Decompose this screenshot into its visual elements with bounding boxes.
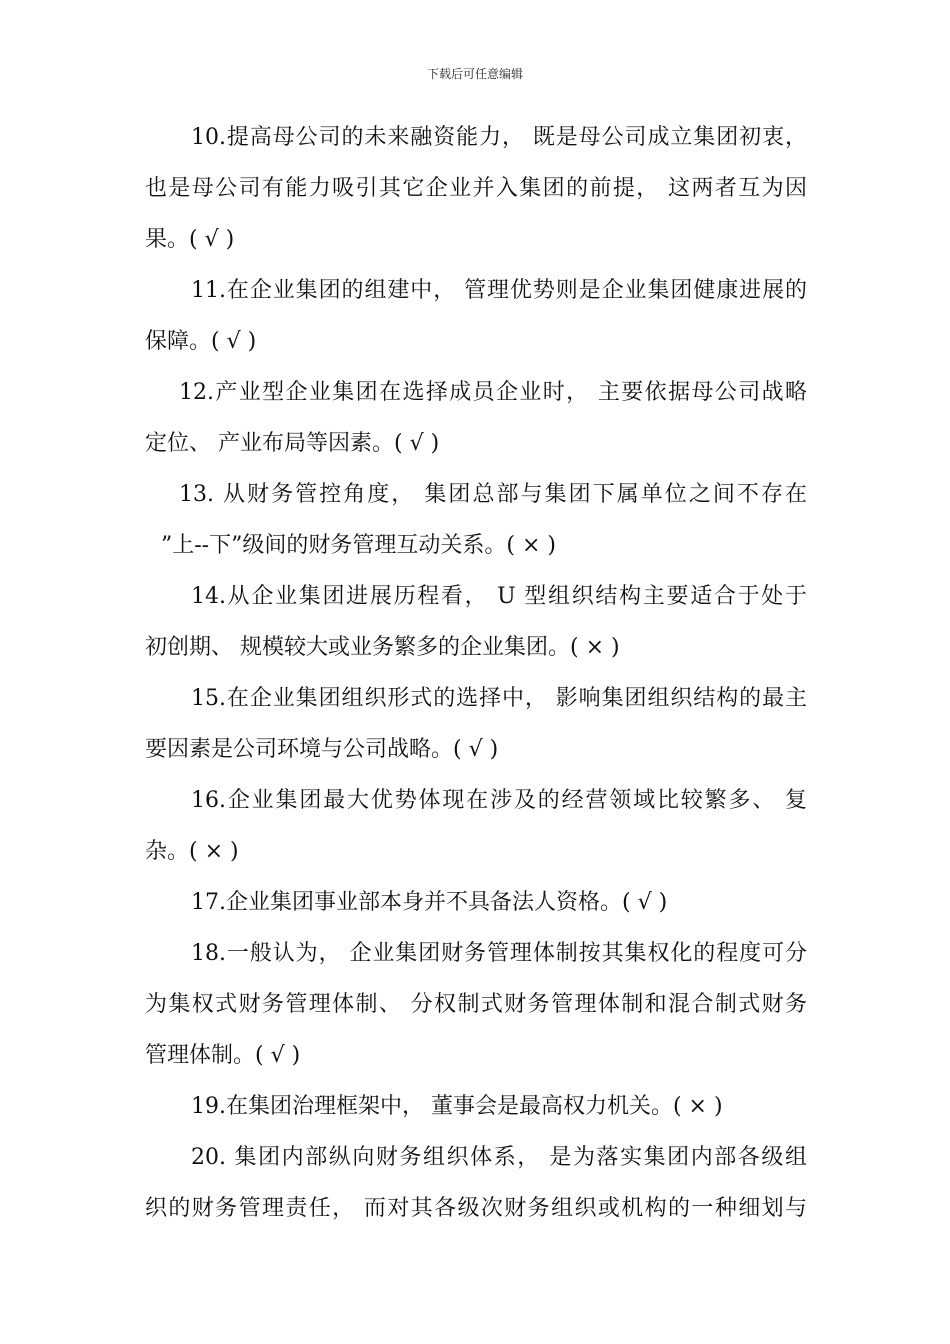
question-line: 19.在集团治理框架中， 董事会是最高权力机关。( × ) <box>191 1094 723 1119</box>
question-line: 杂。( × ) <box>145 839 239 864</box>
document-body <box>145 112 807 1234</box>
question-line: 果。( √ ) <box>145 227 235 252</box>
question-line: ”上--下”级间的财务管理互动关系。( × ) <box>161 533 556 558</box>
question-line: 17.企业集团事业部本身并不具备法人资格。( √ ) <box>191 890 668 915</box>
question-line: 保障。( √ ) <box>145 329 257 354</box>
question-item-18 <box>145 928 807 1081</box>
question-line: 14.从企业集团进展历程看， U 型组织结构主要适合于处于 <box>191 584 807 609</box>
question-line: 12.产业型企业集团在选择成员企业时， 主要依据母公司战略 <box>179 380 807 405</box>
question-item-14 <box>145 571 807 673</box>
question-line: 初创期、 规模较大或业务繁多的企业集团。( × ) <box>145 635 620 660</box>
question-item-19 <box>145 1081 807 1132</box>
question-line: 织的财务管理责任， 而对其各级次财务组织或机构的一种细划与 <box>145 1196 807 1221</box>
question-line: 20. 集团内部纵向财务组织体系， 是为落实集团内部各级组 <box>191 1145 807 1170</box>
question-line: 也是母公司有能力吸引其它企业并入集团的前提， 这两者互为因 <box>145 176 807 201</box>
question-line: 18.一般认为， 企业集团财务管理体制按其集权化的程度可分 <box>191 941 807 966</box>
question-line: 16.企业集团最大优势体现在涉及的经营领域比较繁多、 复 <box>191 788 807 813</box>
question-line: 15.在企业集团组织形式的选择中， 影响集团组织结构的最主 <box>191 686 807 711</box>
question-line: 要因素是公司环境与公司战略。( √ ) <box>145 737 499 762</box>
question-item-15 <box>145 673 807 775</box>
question-line: 为集权式财务管理体制、 分权制式财务管理体制和混合制式财务 <box>145 992 807 1017</box>
question-line: 13. 从财务管控角度， 集团总部与集团下属单位之间不存在 <box>179 482 807 507</box>
question-item-13 <box>145 469 807 571</box>
question-item-11 <box>145 265 807 367</box>
question-line: 定位、 产业布局等因素。( √ ) <box>145 431 440 456</box>
question-item-20 <box>145 1132 807 1234</box>
page-header: 下载后可任意编辑 <box>426 67 523 81</box>
question-line: 10.提高母公司的未来融资能力， 既是母公司成立集团初衷， <box>191 125 807 150</box>
question-item-10 <box>145 112 807 265</box>
question-item-16 <box>145 775 807 877</box>
question-item-17 <box>145 877 807 928</box>
question-line: 11.在企业集团的组建中， 管理优势则是企业集团健康进展的 <box>191 278 807 303</box>
question-line: 管理体制。( √ ) <box>145 1043 301 1068</box>
question-item-12 <box>145 367 807 469</box>
